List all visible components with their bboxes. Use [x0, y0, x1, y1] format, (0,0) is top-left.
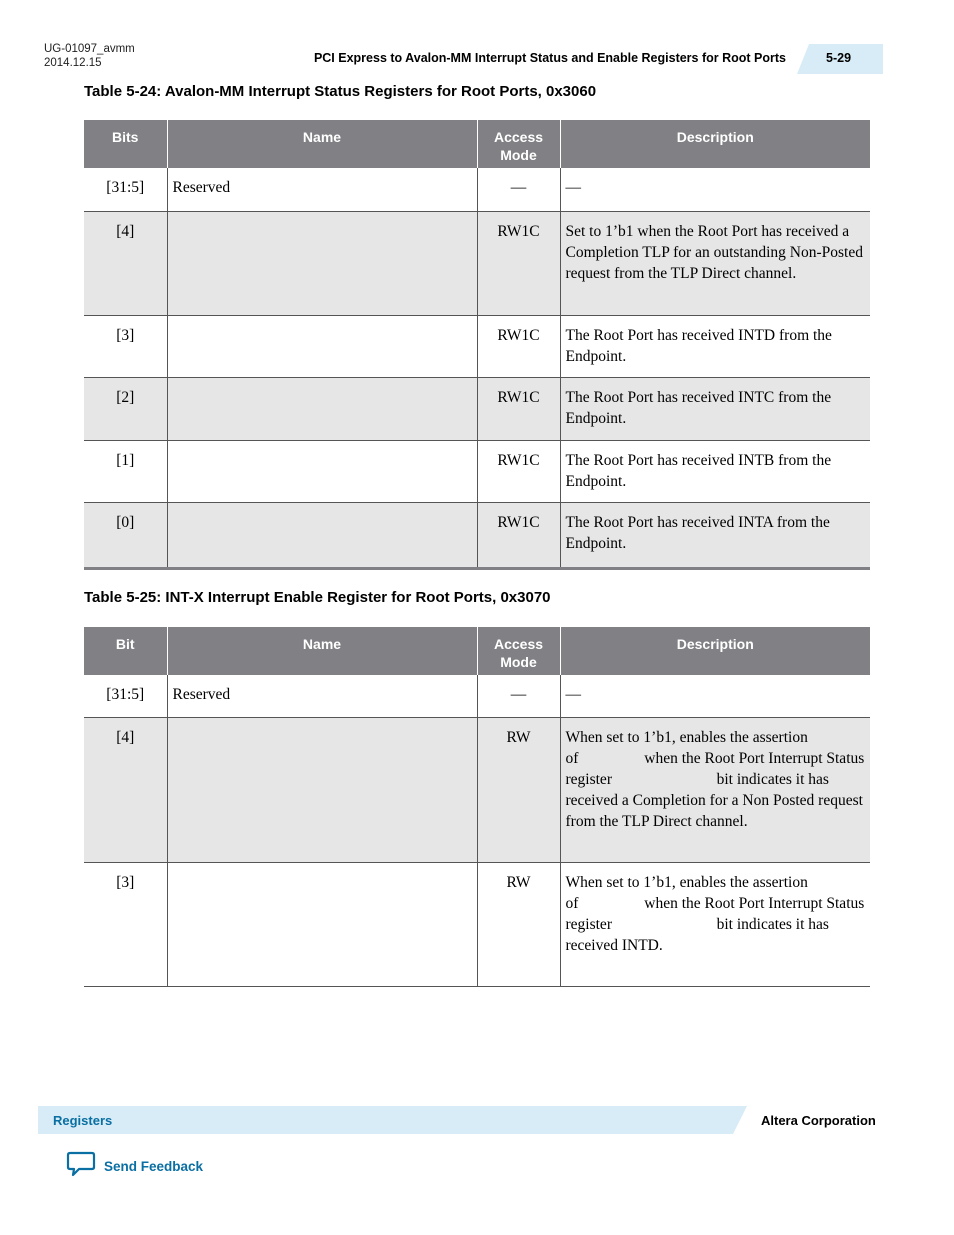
cell-name: Reserved	[167, 168, 477, 211]
page-number: 5-29	[826, 51, 852, 65]
table-row	[84, 502, 870, 568]
cell-name	[167, 211, 477, 315]
table1-caption: Table 5-24: Avalon-MM Interrupt Status Registers for Root Ports, 0x3060	[84, 83, 597, 100]
header-access: Access Mode	[477, 120, 560, 168]
cell-name	[167, 440, 477, 502]
cell-access: RW1C	[477, 315, 560, 377]
cell-description: When set to 1’b1, enables the assertion of when the Root Port Interrupt Status register bit indicates it has received INTD.	[560, 862, 870, 986]
cell-description: The Root Port has received INTD from the Endpoint.	[560, 315, 870, 377]
table-row	[84, 440, 870, 502]
header-description: Description	[560, 627, 870, 675]
header-name: Name	[167, 627, 477, 675]
cell-bits: [31:5]	[84, 168, 167, 211]
footer-section-link[interactable]: Registers	[53, 1113, 113, 1128]
cell-name	[167, 717, 477, 862]
cell-bits: [2]	[84, 377, 167, 440]
header-description: Description	[560, 120, 870, 168]
cell-bits: [0]	[84, 502, 167, 568]
cell-description: The Root Port has received INTB from the Endpoint.	[560, 440, 870, 502]
cell-access: RW1C	[477, 440, 560, 502]
send-feedback-link[interactable]	[66, 1151, 203, 1182]
doc-id	[44, 42, 135, 70]
cell-access: RW1C	[477, 211, 560, 315]
cell-bits: [31:5]	[84, 675, 167, 717]
cell-description: The Root Port has received INTA from the Endpoint.	[560, 502, 870, 568]
send-feedback-label: Send Feedback	[104, 1159, 204, 1174]
cell-description: When set to 1’b1, enables the assertion of when the Root Port Interrupt Status register bit indicates it has received a Completion for a Non Posted request from the TLP Direct channel.	[560, 717, 870, 862]
cell-name	[167, 862, 477, 986]
table2-caption: Table 5-25: INT-X Interrupt Enable Register for Root Ports, 0x3070	[84, 589, 551, 606]
cell-bits: [4]	[84, 717, 167, 862]
table-row	[84, 211, 870, 315]
cell-description: —	[560, 168, 870, 211]
footer-band	[38, 1106, 747, 1134]
header-bit: Bit	[84, 627, 167, 675]
cell-access: —	[477, 675, 560, 717]
table1	[84, 120, 870, 570]
cell-access: RW	[477, 862, 560, 986]
table2	[84, 627, 870, 987]
doc-id-number: UG-01097_avmm	[44, 43, 135, 55]
cell-name	[167, 377, 477, 440]
cell-access: RW1C	[477, 377, 560, 440]
table-row	[84, 315, 870, 377]
cell-description: The Root Port has received INTC from the Endpoint.	[560, 377, 870, 440]
table-row	[84, 675, 870, 717]
cell-access: —	[477, 168, 560, 211]
doc-date: 2014.12.15	[44, 57, 102, 69]
cell-access: RW1C	[477, 502, 560, 568]
table-row	[84, 168, 870, 211]
header-name: Name	[167, 120, 477, 168]
header-access: Access Mode	[477, 627, 560, 675]
cell-name: Reserved	[167, 675, 477, 717]
footer-company: Altera Corporation	[761, 1113, 876, 1128]
cell-bits: [3]	[84, 315, 167, 377]
cell-bits: [4]	[84, 211, 167, 315]
cell-name	[167, 315, 477, 377]
table-row	[84, 377, 870, 440]
cell-name	[167, 502, 477, 568]
running-title: PCI Express to Avalon-MM Interrupt Status and Enable Registers for Root Ports	[313, 51, 786, 65]
cell-bits: [3]	[84, 862, 167, 986]
cell-description: Set to 1’b1 when the Root Port has received a Completion TLP for an outstanding Non-Posted request from the TLP Direct channel.	[560, 211, 870, 315]
table-row	[84, 717, 870, 862]
cell-bits: [1]	[84, 440, 167, 502]
cell-description: —	[560, 675, 870, 717]
cell-access: RW	[477, 717, 560, 862]
header-bits: Bits	[84, 120, 167, 168]
feedback-icon	[66, 1151, 96, 1182]
table-row	[84, 862, 870, 986]
